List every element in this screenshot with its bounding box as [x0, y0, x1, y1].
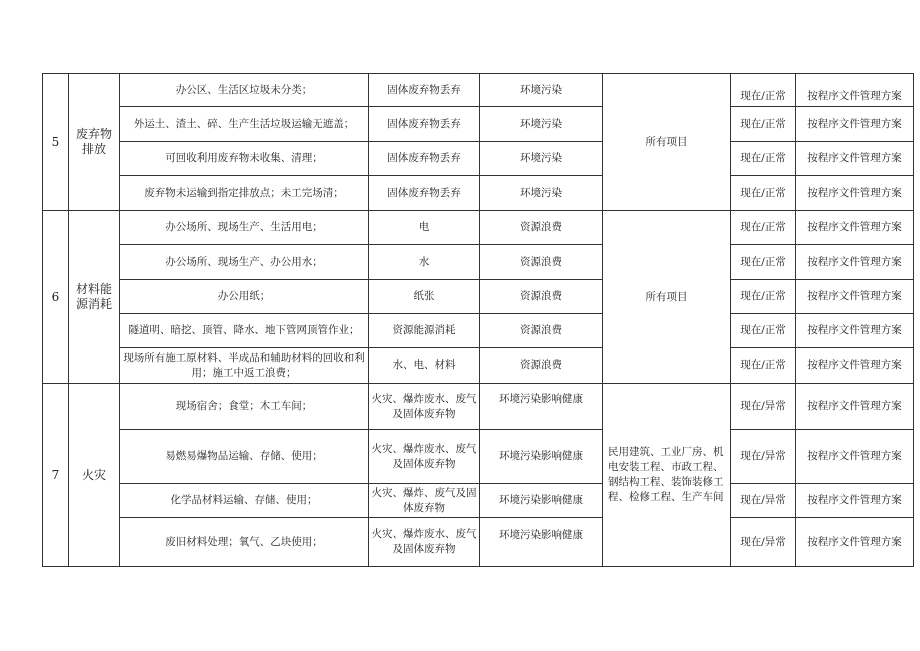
table-row [43, 74, 914, 107]
table-row [43, 280, 914, 314]
factor-cell: 火灾、爆炸废水、废气及固体废弃物 [369, 430, 480, 484]
table-row [43, 518, 914, 567]
table-row [43, 107, 914, 142]
impact-cell: 资源浪费 [480, 314, 603, 348]
status-cell: 现在/异常 [731, 484, 796, 518]
factor-cell: 火灾、爆炸废水、废气及固体废弃物 [369, 518, 480, 567]
activity-cell: 废旧材料处理；氧气、乙块使用； [120, 518, 369, 567]
activity-cell: 现场宿舍；食堂；木工车间； [120, 384, 369, 430]
factor-cell: 火灾、爆炸、废气及固体废弃物 [369, 484, 480, 518]
impact-cell: 环境污染 [480, 142, 603, 176]
impact-cell: 环境污染影响健康 [480, 484, 603, 518]
environmental-aspects-table [42, 73, 914, 567]
control-cell: 按程序文件管理方案 [796, 142, 914, 176]
impact-cell: 环境污染影响健康 [480, 384, 603, 430]
impact-cell: 环境污染 [480, 74, 603, 107]
control-cell: 按程序文件管理方案 [796, 245, 914, 280]
group-number: 7 [43, 384, 69, 567]
control-cell: 按程序文件管理方案 [796, 107, 914, 142]
activity-cell: 可回收利用废弃物未收集、清理； [120, 142, 369, 176]
impact-cell: 资源浪费 [480, 211, 603, 245]
factor-cell: 水、电、材料 [369, 348, 480, 384]
group-number: 5 [43, 74, 69, 211]
status-cell: 现在/正常 [731, 176, 796, 211]
impact-cell: 环境污染 [480, 176, 603, 211]
control-cell: 按程序文件管理方案 [796, 384, 914, 430]
status-cell: 现在/正常 [731, 314, 796, 348]
control-cell: 按程序文件管理方案 [796, 518, 914, 567]
activity-cell: 隧道明、暗挖、顶管、降水、地下管网顶管作业； [120, 314, 369, 348]
status-cell: 现在/正常 [731, 107, 796, 142]
status-cell: 现在/异常 [731, 430, 796, 484]
factor-cell: 资源能源消耗 [369, 314, 480, 348]
project-scope-cell: 民用建筑、工业厂房、机电安装工程、市政工程、钢结构工程、装饰装修工程、检修工程、生产车间 [603, 384, 731, 567]
group-category: 火灾 [69, 384, 120, 567]
table-row [43, 430, 914, 484]
status-cell: 现在/正常 [731, 211, 796, 245]
control-cell: 按程序文件管理方案 [796, 348, 914, 384]
impact-cell: 环境污染 [480, 107, 603, 142]
group-category: 材料能源消耗 [69, 211, 120, 384]
activity-cell: 废弃物未运输到指定排放点；未工完场清； [120, 176, 369, 211]
project-scope-cell: 所有项目 [603, 211, 731, 384]
impact-cell: 环境污染影响健康 [480, 518, 603, 567]
control-cell: 按程序文件管理方案 [796, 74, 914, 107]
factor-cell: 电 [369, 211, 480, 245]
factor-cell: 水 [369, 245, 480, 280]
table-row [43, 384, 914, 430]
impact-cell: 资源浪费 [480, 280, 603, 314]
activity-cell: 办公场所、现场生产、生活用电； [120, 211, 369, 245]
group-number: 6 [43, 211, 69, 384]
activity-cell: 办公用纸； [120, 280, 369, 314]
control-cell: 按程序文件管理方案 [796, 430, 914, 484]
control-cell: 按程序文件管理方案 [796, 314, 914, 348]
impact-cell: 资源浪费 [480, 348, 603, 384]
control-cell: 按程序文件管理方案 [796, 280, 914, 314]
factor-cell: 固体废弃物丢弃 [369, 107, 480, 142]
activity-cell: 化学品材料运输、存储、使用； [120, 484, 369, 518]
impact-cell: 资源浪费 [480, 245, 603, 280]
impact-cell: 环境污染影响健康 [480, 430, 603, 484]
factor-cell: 固体废弃物丢弃 [369, 176, 480, 211]
status-cell: 现在/正常 [731, 142, 796, 176]
status-cell: 现在/异常 [731, 384, 796, 430]
table-row [43, 314, 914, 348]
activity-cell: 易燃易爆物品运输、存储、使用； [120, 430, 369, 484]
factor-cell: 固体废弃物丢弃 [369, 142, 480, 176]
control-cell: 按程序文件管理方案 [796, 484, 914, 518]
table-row [43, 245, 914, 280]
factor-cell: 火灾、爆炸废水、废气及固体废弃物 [369, 384, 480, 430]
status-cell: 现在/正常 [731, 245, 796, 280]
status-cell: 现在/正常 [731, 280, 796, 314]
table-row [43, 211, 914, 245]
control-cell: 按程序文件管理方案 [796, 211, 914, 245]
factor-cell: 固体废弃物丢弃 [369, 74, 480, 107]
activity-cell: 外运土、渣土、碎、生产生活垃圾运输无遮盖； [120, 107, 369, 142]
status-cell: 现在/正常 [731, 74, 796, 107]
table-row [43, 484, 914, 518]
table-row [43, 176, 914, 211]
status-cell: 现在/异常 [731, 518, 796, 567]
activity-cell: 办公区、生活区垃圾未分类； [120, 74, 369, 107]
activity-cell: 办公场所、现场生产、办公用水； [120, 245, 369, 280]
table-row [43, 348, 914, 384]
group-category: 废弃物排放 [69, 74, 120, 211]
status-cell: 现在/正常 [731, 348, 796, 384]
activity-cell: 现场所有施工原材料、半成品和辅助材料的回收和利用；施工中返工浪费； [120, 348, 369, 384]
factor-cell: 纸张 [369, 280, 480, 314]
table-row [43, 142, 914, 176]
control-cell: 按程序文件管理方案 [796, 176, 914, 211]
project-scope-cell: 所有项目 [603, 74, 731, 211]
